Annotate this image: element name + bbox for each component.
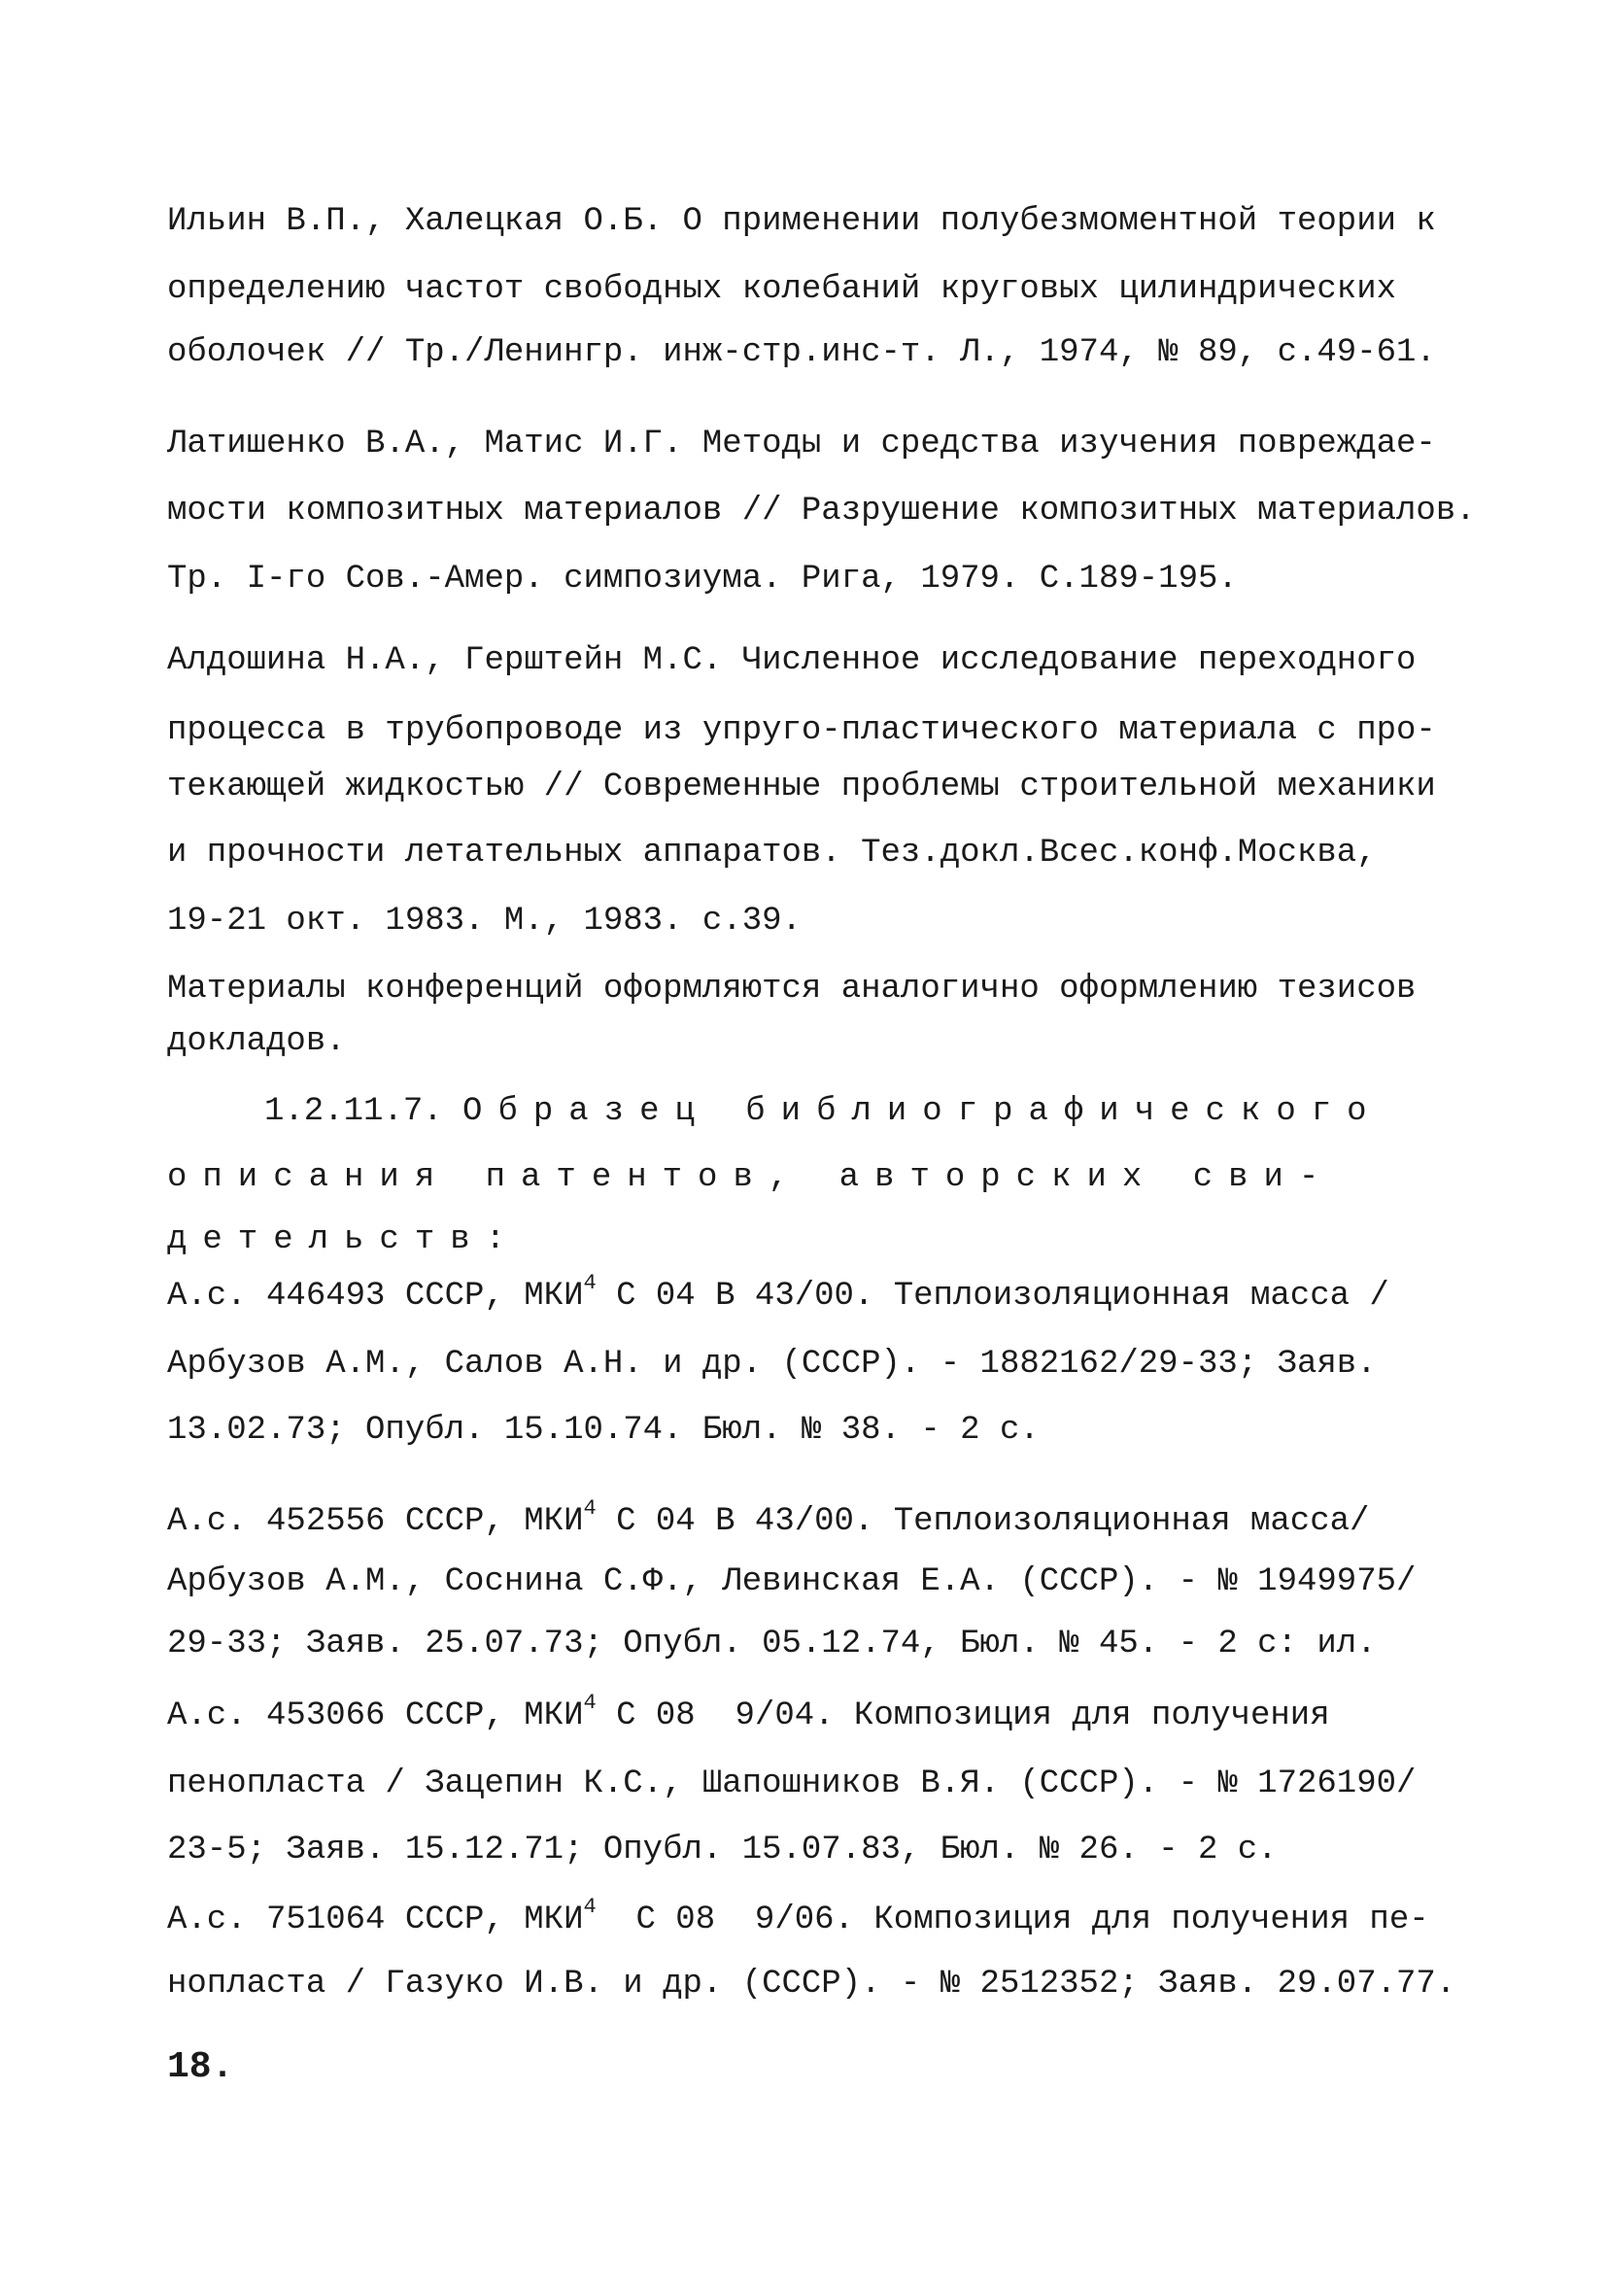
patent-3-number: А.с. 453066 СССР, МКИ bbox=[167, 1697, 584, 1734]
entry-2-line-3: Тр. I-го Сов.-Амер. симпозиума. Рига, 1979. С.189-195. bbox=[167, 561, 1238, 598]
section-heading-line-1 bbox=[264, 1092, 1383, 1131]
entry-1-line-1: Ильин В.П., Халецкая О.Б. О применении полубезмоментной теории к bbox=[167, 203, 1436, 240]
patent-2-number: А.с. 452556 СССР, МКИ bbox=[167, 1503, 584, 1540]
patent-2-line-3: 29-33; Заяв. 25.07.73; Опубл. 05.12.74, Бюл. № 45. - 2 с: ил. bbox=[167, 1626, 1377, 1662]
entry-3-line-1: Алдошина Н.А., Герштейн М.С. Численное исследование переходного bbox=[167, 642, 1417, 679]
patent-3-title: С 08 9/04. Композиция для получения bbox=[596, 1697, 1330, 1734]
note-line-1: Материалы конференций оформляются аналогично оформлению тезисов bbox=[167, 971, 1417, 1008]
patent-3-line-1 bbox=[167, 1691, 1330, 1735]
patent-3-line-2: пенопласта / Зацепин К.С., Шапошников В.Я. (СССР). - № 1726190/ bbox=[167, 1765, 1417, 1802]
section-heading-text-1: Образец библиографического bbox=[462, 1093, 1383, 1130]
patent-2-superscript: 4 bbox=[583, 1496, 597, 1521]
entry-3-line-2: процесса в трубопроводе из упруго-пластического материала с про- bbox=[167, 712, 1436, 749]
patent-4-title: С 08 9/06. Композиция для получения пе- bbox=[596, 1902, 1429, 1938]
patent-1-superscript: 4 bbox=[583, 1271, 597, 1295]
section-number: 1.2.11.7. bbox=[264, 1093, 443, 1130]
patent-1-number: А.с. 446493 СССР, МКИ bbox=[167, 1278, 584, 1315]
patent-4-line-1 bbox=[167, 1895, 1429, 1939]
entry-3-line-5: 19-21 окт. 1983. М., 1983. с.39. bbox=[167, 903, 802, 940]
patent-2-title: С 04 В 43/00. Теплоизоляционная масса/ bbox=[596, 1503, 1370, 1540]
entry-2-line-1: Латишенко В.А., Матис И.Г. Методы и средства изучения повреждае- bbox=[167, 426, 1436, 463]
patent-1-title: С 04 В 43/00. Теплоизоляционная масса / bbox=[596, 1278, 1389, 1315]
entry-3-line-4: и прочности летательных аппаратов. Тез.докл.Всес.конф.Москва, bbox=[167, 835, 1377, 872]
patent-2-line-2: Арбузов А.М., Соснина С.Ф., Левинская Е.А. (СССР). - № 1949975/ bbox=[167, 1563, 1417, 1600]
patent-1-line-2: Арбузов А.М., Салов А.Н. и др. (СССР). - 1882162/29-33; Заяв. bbox=[167, 1346, 1377, 1383]
note-line-2: докладов. bbox=[167, 1023, 346, 1060]
entry-3-line-3: текающей жидкостью // Современные проблемы строительной механики bbox=[167, 769, 1436, 805]
patent-4-number: А.с. 751064 СССР, МКИ bbox=[167, 1902, 584, 1938]
entry-1-line-3: оболочек // Тр./Ленингр. инж-стр.инс-т. Л., 1974, № 89, с.49-61. bbox=[167, 334, 1436, 371]
patent-4-superscript: 4 bbox=[583, 1895, 597, 1919]
entry-2-line-2: мости композитных материалов // Разрушение композитных материалов. bbox=[167, 493, 1476, 530]
page-number: 18. bbox=[167, 2046, 234, 2088]
patent-4-line-2: нопласта / Газуко И.В. и др. (СССР). - № 2512352; Заяв. 29.07.77. bbox=[167, 1966, 1456, 2003]
section-heading-line-3: детельств: bbox=[167, 1221, 522, 1258]
patent-3-superscript: 4 bbox=[583, 1691, 597, 1715]
entry-1-line-2: определению частот свободных колебаний круговых цилиндрических bbox=[167, 271, 1397, 308]
section-heading-line-2: описания патентов, авторских сви- bbox=[167, 1159, 1335, 1196]
patent-3-line-3: 23-5; Заяв. 15.12.71; Опубл. 15.07.83, Бюл. № 26. - 2 с. bbox=[167, 1832, 1278, 1868]
patent-2-line-1 bbox=[167, 1496, 1370, 1541]
patent-1-line-3: 13.02.73; Опубл. 15.10.74. Бюл. № 38. - 2 с. bbox=[167, 1412, 1040, 1449]
patent-1-line-1 bbox=[167, 1271, 1389, 1316]
